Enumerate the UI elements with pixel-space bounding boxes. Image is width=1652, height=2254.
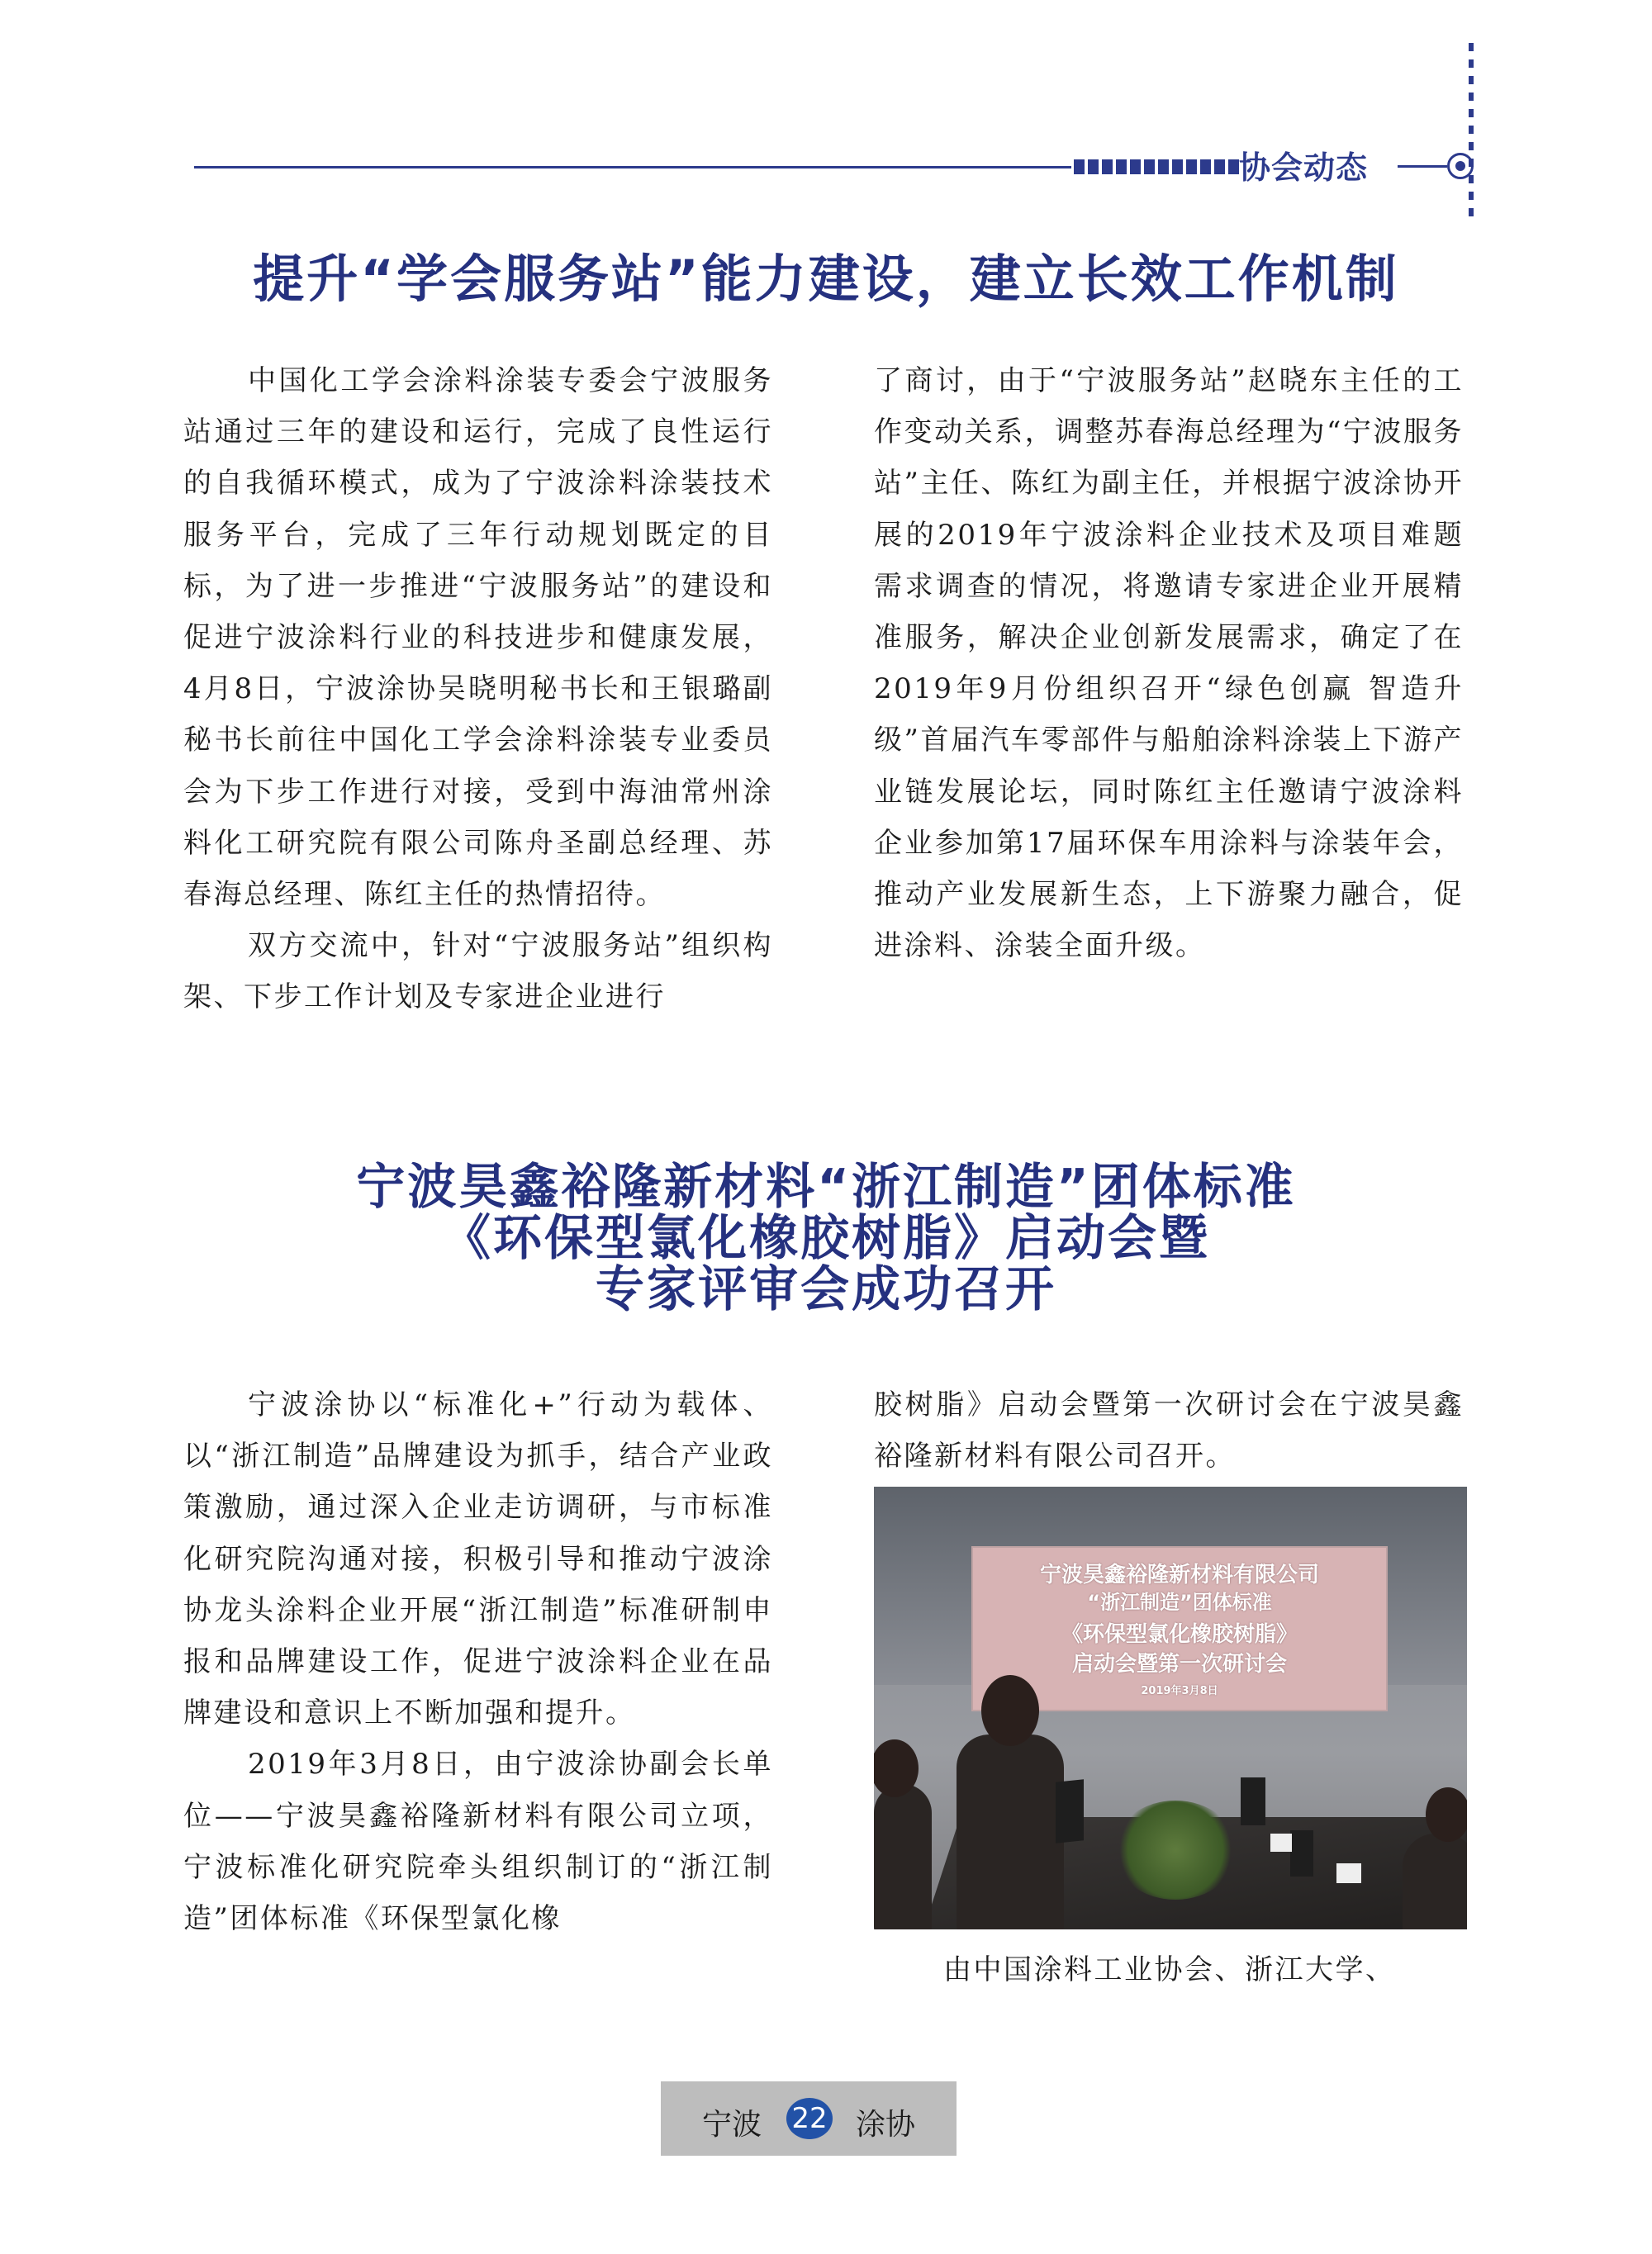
article2-title-line: 《环保型氯化橡胶树脂》启动会暨	[441, 1209, 1210, 1266]
screen-text: 启动会暨第一次研讨会	[1071, 1652, 1287, 1677]
tissue-box	[1270, 1834, 1292, 1852]
person-figure	[957, 1734, 1064, 1929]
article1-title: 提升“学会服务站”能力建设，建立长效工作机制	[253, 249, 1399, 309]
article2-column-right	[874, 1379, 1464, 1482]
article1-column-left	[183, 355, 773, 1023]
page-footer	[661, 2081, 957, 2156]
header-vertical-dots	[1469, 43, 1474, 221]
article1-paragraph: 中国化工学会涂料涂装专委会宁波服务站通过三年的建设和运行，完成了良性运行的自我循环模式，成为了宁波涂料涂装技术服务平台，完成了三年行动规划既定的目标，为了进一步推进“宁波服务站”的建设和促进宁波涂料行业的科技进步和健康发展，4月8日，宁波涂协吴晓明秘书长和王银璐副秘书长前往中国化工学会涂料涂装专业委员会为下步工作进行对接，受到中海油常州涂料化工研究院有限公司陈舟圣副总经理、苏春海总经理、陈红主任的热情招待。	[183, 364, 773, 912]
laptop	[1290, 1830, 1313, 1877]
projection-screen	[971, 1546, 1388, 1711]
screen-date: 2019年3月8日	[1141, 1685, 1218, 1697]
article1-paragraph: 双方交流中，针对“宁波服务站”组织构架、下步工作计划及专家进企业进行	[183, 929, 773, 1014]
header-rule-right	[1398, 165, 1447, 168]
section-label: 协会动态	[1239, 149, 1369, 186]
header-dotted-bar	[1074, 159, 1239, 174]
footer-right-text: 涂协	[856, 2108, 916, 2142]
person-figure	[874, 1784, 932, 1929]
screen-text: 《环保型氯化橡胶树脂》	[1061, 1622, 1298, 1647]
article2-column-left	[183, 1379, 773, 1944]
footer-left-text: 宁波	[702, 2108, 762, 2142]
meeting-photo	[874, 1487, 1467, 1929]
page-number: 22	[786, 2098, 833, 2139]
screen-text: “浙江制造”团体标准	[1087, 1591, 1272, 1614]
person-figure	[1403, 1834, 1467, 1929]
laptop	[1241, 1777, 1265, 1825]
article2-paragraph: 2019年3月8日，由宁波涂协副会长单位——宁波昊鑫裕隆新材料有限公司立项，宁波标准化研究院牵头组织制订的“浙江制造”团体标准《环保型氯化橡	[183, 1748, 773, 1936]
article2-title-line: 专家评审会成功召开	[595, 1260, 1056, 1317]
article2-title-line: 宁波昊鑫裕隆新材料“浙江制造”团体标准	[356, 1158, 1296, 1215]
article2-title	[132, 1158, 1520, 1317]
article1-paragraph-continued: 了商讨，由于“宁波服务站”赵晓东主任的工作变动关系，调整苏春海总经理为“宁波服务站”主任、陈红为副主任，并根据宁波涂协开展的2019年宁波涂料企业技术及项目难题需求调查的情况，将邀请专家进企业开展精准服务，解决企业创新发展需求，确定了在2019年9月份组织召开“绿色创赢 智造升级”首届汽车零部件与船舶涂料涂装上下游产业链发展论坛，同时陈红主任邀请宁波涂料企业参加第17届环保车用涂料与涂装年会，推动产业发展新生态，上下游聚力融合，促进涂料、涂装全面升级。	[874, 364, 1464, 963]
person-head	[1426, 1787, 1467, 1842]
header-rule	[194, 166, 1071, 168]
table-plant	[1113, 1801, 1237, 1900]
article2-paragraph: 宁波涂协以“标准化+”行动为载体、以“浙江制造”品牌建设为抓手，结合产业政策激励，通过深入企业走访调研，与市标准化研究院沟通对接，积极引导和推动宁波涂协龙头涂料企业开展“浙江制造”标准研制申报和品牌建设工作，促进宁波涂料企业在品牌建设和意识上不断加强和提升。	[183, 1388, 773, 1730]
article2-paragraph-continued: 胶树脂》启动会暨第一次研讨会在宁波昊鑫裕隆新材料有限公司召开。	[874, 1388, 1464, 1473]
screen-text: 宁波昊鑫裕隆新材料有限公司	[1039, 1563, 1319, 1587]
photo-caption: 由中国涂料工业协会、浙江大学、	[943, 1953, 1396, 1986]
article1-column-right	[874, 355, 1464, 971]
laptop	[1056, 1779, 1084, 1844]
tissue-box	[1336, 1863, 1361, 1883]
person-head	[981, 1675, 1039, 1746]
